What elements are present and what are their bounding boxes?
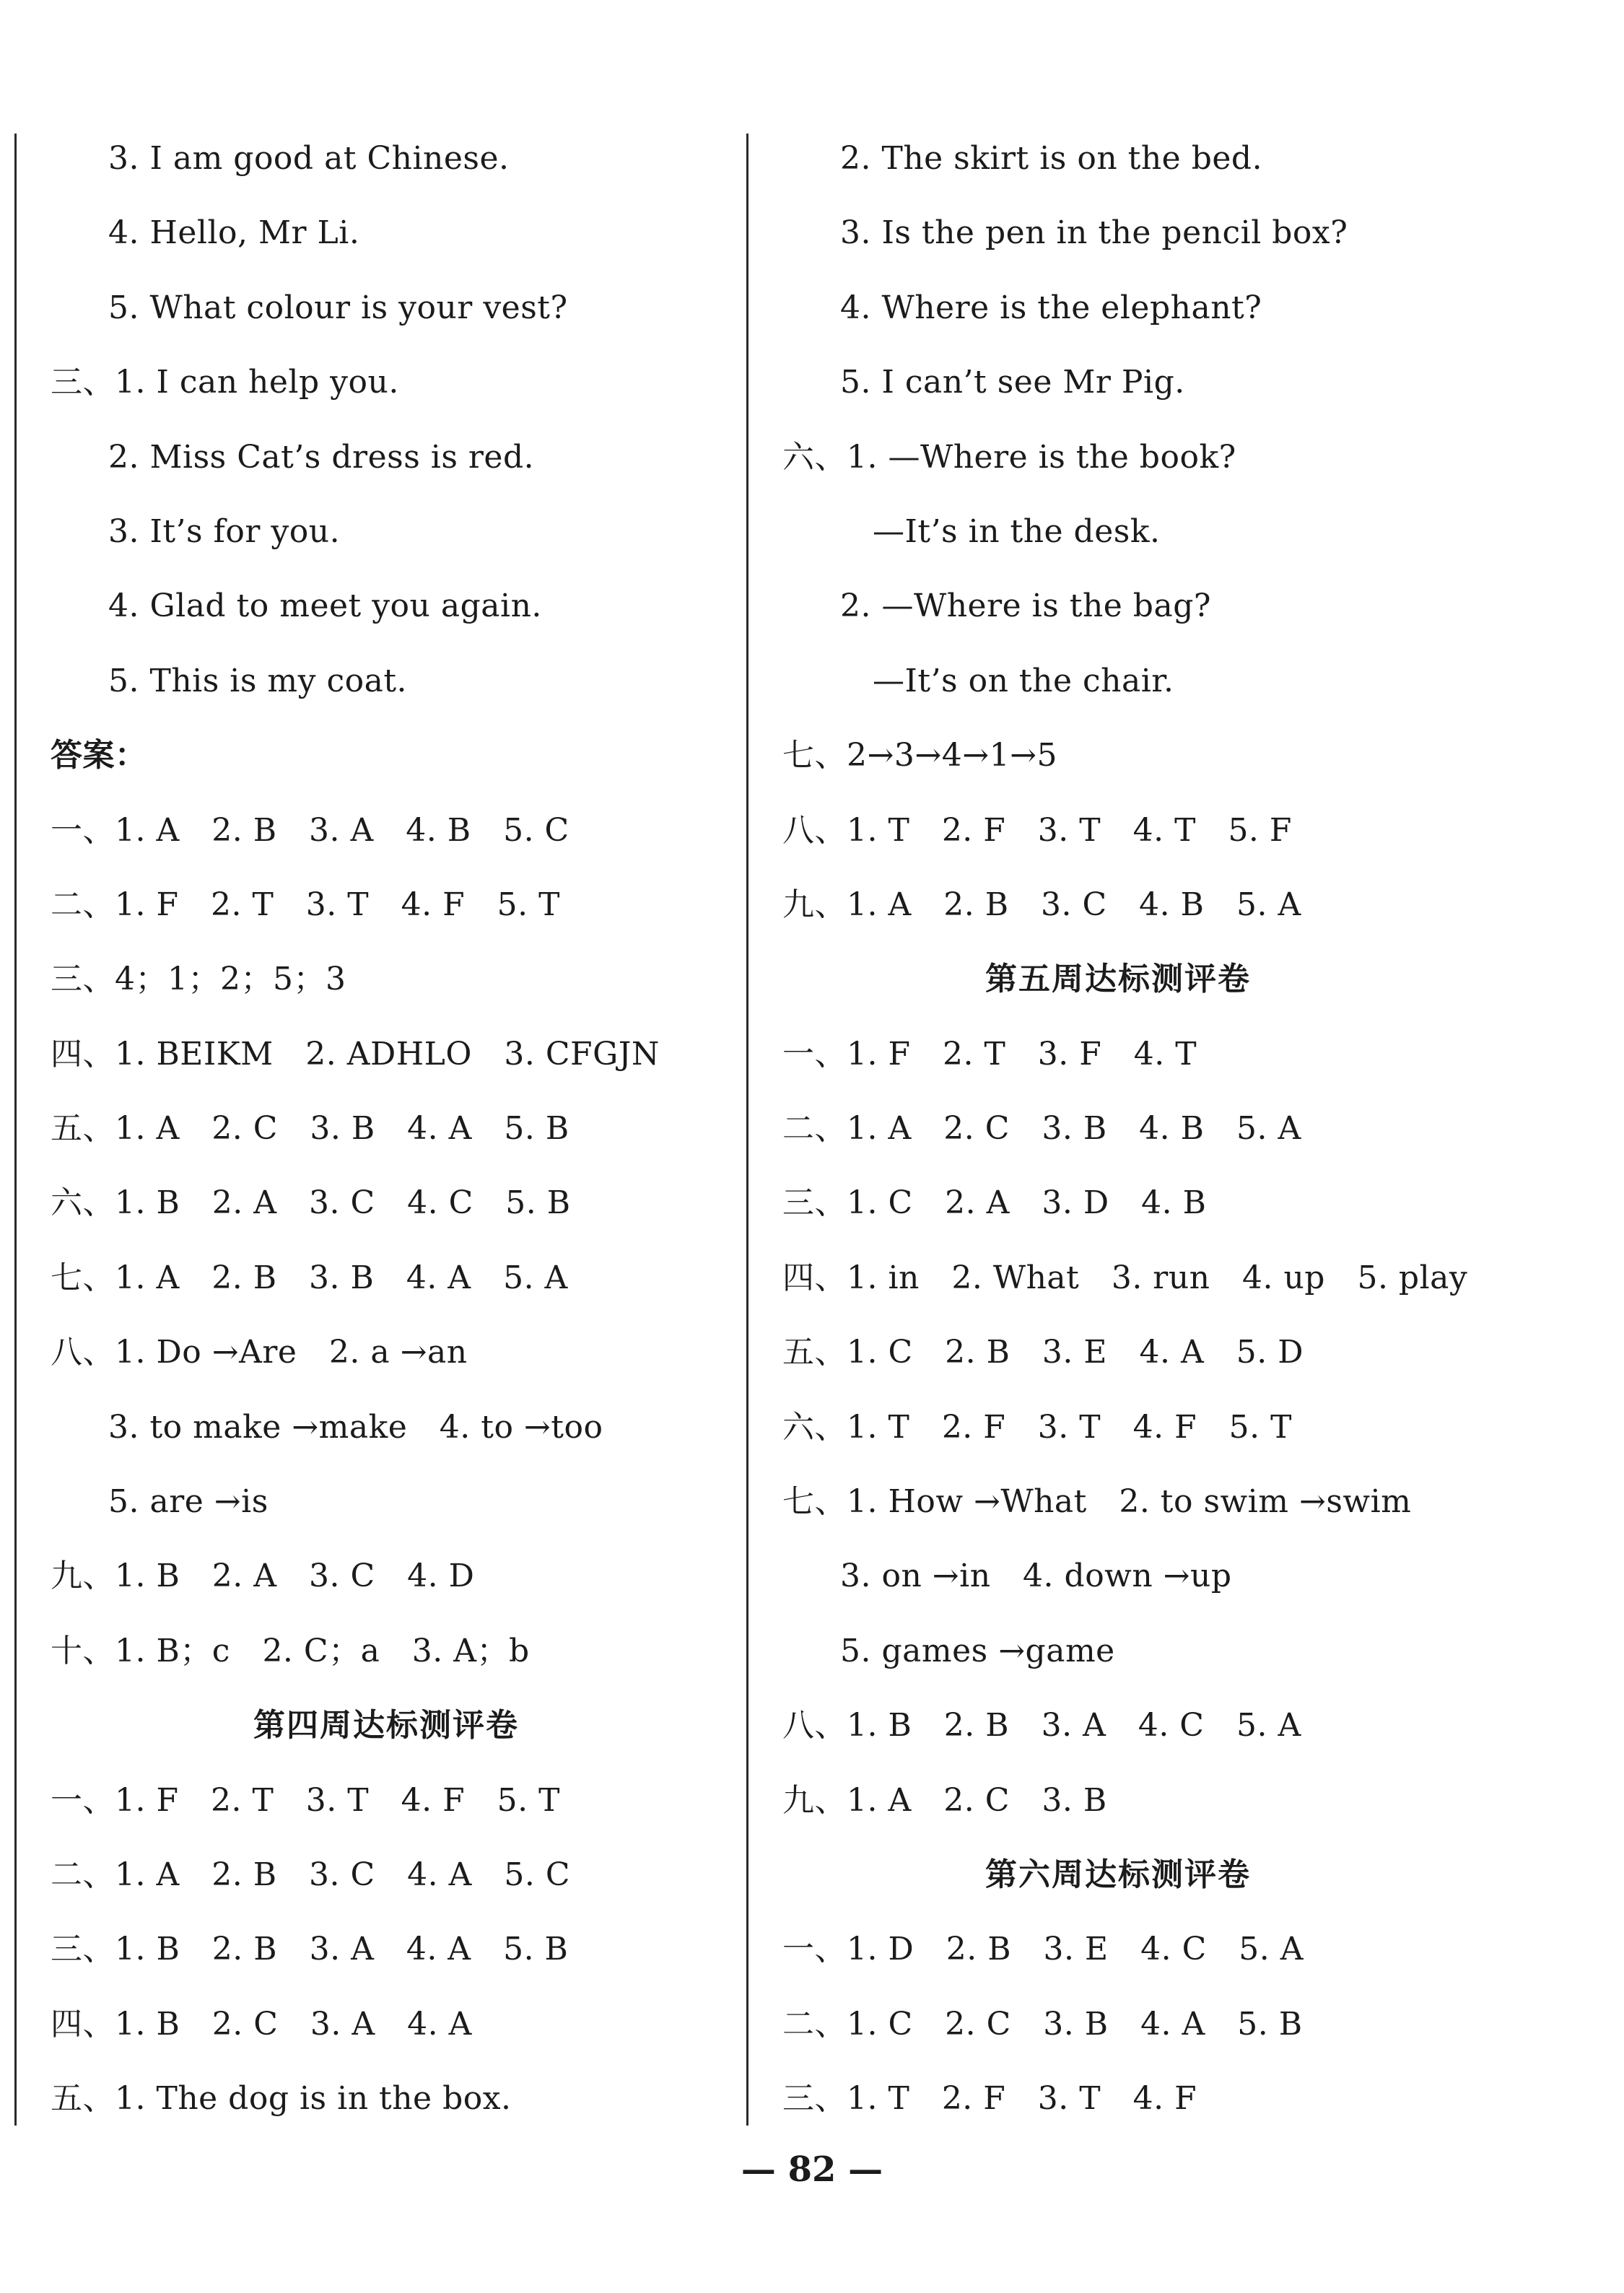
answer-line: 八、1. T 2. F 3. T 4. T 5. F <box>782 811 1292 849</box>
answer-line: 十、1. B；c 2. C；a 3. A；b <box>51 1632 530 1669</box>
answer-line: 一、1. F 2. T 3. T 4. F 5. T <box>51 1781 560 1819</box>
answer-line: 4. Glad to meet you again. <box>108 588 542 625</box>
answer-line: 五、1. The dog is in the box. <box>51 2080 512 2118</box>
answer-line: 二、1. C 2. C 3. B 4. A 5. B <box>782 2005 1303 2043</box>
right-column <box>782 121 1468 2136</box>
answer-line: 二、1. A 2. B 3. C 4. A 5. C <box>51 1856 571 1893</box>
answer-line: 八、1. Do →Are 2. a →an <box>51 1334 468 1371</box>
answer-line: 5. What colour is your vest? <box>108 289 568 326</box>
answer-line: 5. This is my coat. <box>108 662 408 699</box>
answer-line: 三、4；1；2；5；3 <box>51 961 346 998</box>
answer-line: 四、1. B 2. C 3. A 4. A <box>51 2005 472 2043</box>
answer-line: 七、1. How →What 2. to swim →swim <box>782 1483 1412 1521</box>
answer-line: 三、1. T 2. F 3. T 4. F <box>782 2080 1197 2118</box>
answer-line: 5. are →is <box>108 1483 269 1521</box>
left-margin-rule <box>14 134 17 2126</box>
answer-line: 七、1. A 2. B 3. B 4. A 5. A <box>51 1259 568 1296</box>
answer-line: 六、1. T 2. F 3. T 4. F 5. T <box>782 1408 1292 1446</box>
answer-line: 四、1. in 2. What 3. run 4. up 5. play <box>782 1259 1468 1296</box>
answer-line: 2. Miss Cat’s dress is red. <box>108 438 535 476</box>
answer-line: 4. Where is the elephant? <box>840 289 1262 326</box>
answer-line: 5. games →game <box>840 1632 1115 1669</box>
answer-line: 三、1. I can help you. <box>51 364 399 401</box>
answer-line: 一、1. A 2. B 3. A 4. B 5. C <box>51 811 569 849</box>
answer-line: 5. I can’t see Mr Pig. <box>840 364 1185 401</box>
answers-label: 答案： <box>51 737 147 774</box>
answer-line: —It’s in the desk. <box>873 512 1161 550</box>
answer-line: 3. on →in 4. down →up <box>840 1558 1232 1595</box>
answer-line: 三、1. B 2. B 3. A 4. A 5. B <box>51 1931 569 1968</box>
page-number: — 82 — <box>741 2149 883 2190</box>
answer-line: 五、1. A 2. C 3. B 4. A 5. B <box>51 1110 569 1148</box>
answer-line: 六、1. B 2. A 3. C 4. C 5. B <box>51 1184 571 1222</box>
answer-line: 3. Is the pen in the pencil box? <box>840 214 1348 252</box>
answer-line: 七、2→3→4→1→5 <box>782 737 1057 774</box>
answer-line: 一、1. D 2. B 3. E 4. C 5. A <box>782 1931 1304 1968</box>
answer-line: 二、1. A 2. C 3. B 4. B 5. A <box>782 1110 1301 1148</box>
answer-line: 五、1. C 2. B 3. E 4. A 5. D <box>782 1334 1304 1371</box>
answer-line: 二、1. F 2. T 3. T 4. F 5. T <box>51 886 560 923</box>
answer-line: —It’s on the chair. <box>873 662 1174 699</box>
answer-line: 3. to make →make 4. to →too <box>108 1408 603 1446</box>
answer-line: 一、1. F 2. T 3. F 4. T <box>782 1035 1197 1073</box>
answer-line: 九、1. A 2. C 3. B <box>782 1781 1107 1819</box>
answer-line: 2. The skirt is on the bed. <box>840 140 1263 177</box>
answer-line: 九、1. B 2. A 3. C 4. D <box>51 1558 475 1595</box>
section-heading-week-4: 第四周达标测评卷 <box>253 1707 519 1744</box>
answer-line: 2. —Where is the bag? <box>840 588 1211 625</box>
answer-line: 九、1. A 2. B 3. C 4. B 5. A <box>782 886 1301 923</box>
answer-line: 三、1. C 2. A 3. D 4. B <box>782 1184 1207 1222</box>
answer-line: 八、1. B 2. B 3. A 4. C 5. A <box>782 1707 1301 1744</box>
section-heading-week-6: 第六周达标测评卷 <box>985 1856 1251 1893</box>
answer-line: 3. I am good at Chinese. <box>108 140 510 177</box>
left-column <box>51 121 722 2136</box>
answer-line: 4. Hello, Mr Li. <box>108 214 360 252</box>
answer-line: 四、1. BEIKM 2. ADHLO 3. CFGJN <box>51 1035 660 1073</box>
column-divider-rule <box>746 134 748 2126</box>
answer-line: 六、1. —Where is the book? <box>782 438 1236 476</box>
answer-line: 3. It’s for you. <box>108 512 341 550</box>
section-heading-week-5: 第五周达标测评卷 <box>985 961 1251 998</box>
